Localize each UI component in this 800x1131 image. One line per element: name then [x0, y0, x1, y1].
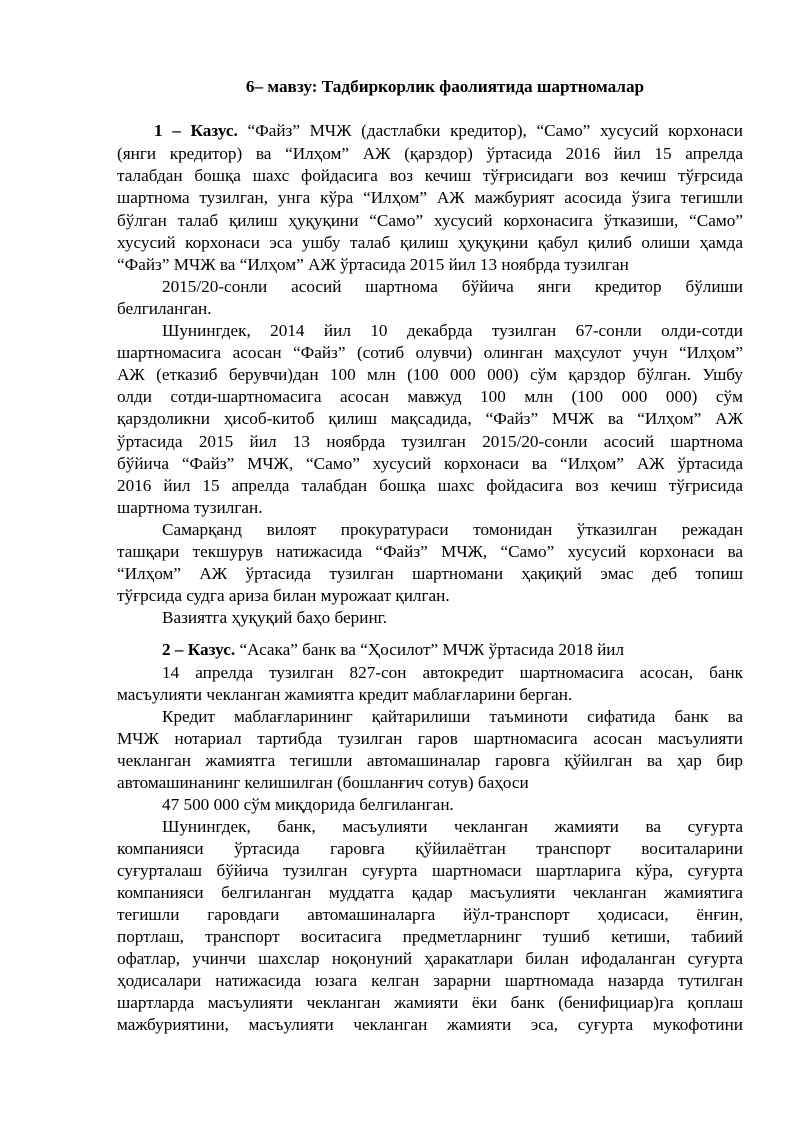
text-line: 2016 йил 15 апрелда талабдан бошқа шахс фойдасига воз кечиш тўғрисида: [117, 476, 743, 495]
text-line: ўртасида 2015 йил 13 ноябрда тузилган 2015/20-сонли асосий шартнома: [117, 432, 743, 451]
text-line: офатлар, учинчи шахслар ноқонуний ҳаракатлари билан ифодаланган суғурта: [117, 949, 743, 968]
text-line: 14 апрелда тузилган 827-сон автокредит шартномасига асосан, банк: [162, 663, 743, 682]
case2-first-line: [162, 639, 743, 661]
text-line: талабдан бошқа шахс фойдасига воз кечиш тўғрисидаги воз кечиш тўғрсида: [117, 166, 743, 185]
text-line: хусусий корхонаси эса ушбу талаб қилиш ҳуқуқини қабул қилиб олиши ҳамда: [117, 233, 743, 252]
text-line: мажбуриятини, масъулияти чекланган жамияти эса, суғурта мукофотини: [117, 1015, 743, 1034]
text-line: шартнома тузилган, унга кўра “Илҳом” АЖ мажбурият асосида ўзига тегишли: [117, 188, 743, 207]
text-line: суғурталаш бўйича тузилган суғурта шартномаси шартларига кўра, суғурта: [117, 861, 743, 880]
text-line: белгиланган.: [117, 299, 212, 318]
text-line: тегишли гаровдаги автомашиналарга йўл-транспорт ҳодисаси, ёнғин,: [117, 905, 743, 924]
text-line: МЧЖ нотариал тартибда тузилган гаров шартномасига асосан масъулияти: [117, 729, 743, 748]
text-line: олди сотди-шартномасига асосан мавжуд 100 млн (100 000 000) сўм: [117, 387, 743, 406]
text-line: шартларда масъулияти чекланган жамияти ёки банк (бенифициар)га қоплаш: [117, 993, 743, 1012]
text-line: масъулияти чекланган жамиятга кредит маблағларини берган.: [117, 685, 573, 704]
text-line: тўғрсида судга ариза билан мурожаат қилган.: [117, 586, 450, 605]
text-line: ташқари текшурув натижасида “Файз” МЧЖ, “Само” хусусий корхонаси ва: [117, 542, 743, 561]
text-line: “Асака” банк ва “Ҳосилот” МЧЖ ўртасида 2018 йил: [239, 640, 625, 659]
text-line: шартномасига асосан “Файз” (сотиб олувчи) олинган маҳсулот учун “Илҳом”: [117, 343, 743, 362]
text-line: шартнома тузилган.: [117, 498, 263, 517]
text-line: компанияси ўртасида гаровга қўйилаётган транспорт воситаларини: [117, 839, 743, 858]
case1-heading: 1 – Казус.: [154, 121, 238, 140]
text-line: портлаш, транспорт воситасига предметларнинг тушиб кетиши, табиий: [117, 927, 743, 946]
text-line: бўлган талаб қилиш ҳуқуқини “Само” хусусий корхонасига ўтказиши, “Само”: [117, 211, 743, 230]
text-line: компанияси белгиланган муддатга қадар масъулияти чекланган жамиятига: [117, 883, 743, 902]
text-line: АЖ (етказиб берувчи)дан 100 млн (100 000 000) сўм қарздор бўлган. Ушбу: [117, 365, 743, 384]
text-line: 47 500 000 сўм миқдорида белгиланган.: [162, 795, 454, 814]
text-line: бўйича “Файз” МЧЖ, “Само” хусусий корхонаси ва “Илҳом” АЖ ўртасида: [117, 454, 743, 473]
case2-heading: 2 – Казус.: [162, 640, 236, 659]
text-line: Шунингдек, 2014 йил 10 декабрда тузилган 67-сонли олди-сотди: [162, 321, 743, 340]
text-line: қарздоликни ҳисоб-китоб қилиш мақсадида, “Файз” МЧЖ ва “Илҳом” АЖ: [117, 409, 743, 428]
text-line: Самарқанд вилоят прокуратураси томонидан ўтказилган режадан: [162, 520, 743, 539]
text-line: ҳодисалари натижасида юзага келган зарарни шартномада назарда тутилган: [117, 971, 743, 990]
text-line: чекланган жамиятга тегишли автомашиналар гаровга қўйилган ва ҳар бир: [117, 751, 743, 770]
page-title: 6– мавзу: Тадбиркорлик фаолиятида шартномалар: [245, 77, 645, 96]
text-line: Вазиятга ҳуқуқий баҳо беринг.: [162, 608, 388, 627]
case1-first-line: [154, 120, 743, 142]
text-line: автомашинанинг келишилган (бошланғич сотув) баҳоси: [117, 773, 529, 792]
text-line: Шунингдек, банк, масъулияти чекланган жамияти ва суғурта: [162, 817, 743, 836]
text-line: (янги кредитор) ва “Илҳом” АЖ (қарздор) ўртасида 2016 йил 15 апрелда: [117, 144, 743, 163]
text-line: “Файз” МЧЖ (дастлабки кредитор), “Само” хусусий корхонаси: [247, 121, 744, 140]
text-line: “Илҳом” АЖ ўртасида тузилган шартномани ҳақиқий эмас деб топиш: [117, 564, 743, 583]
text-line: 2015/20-сонли асосий шартнома бўйича янги кредитор бўлиши: [162, 277, 743, 296]
text-line: Кредит маблағларининг қайтарилиши таъминоти сифатида банк ва: [162, 707, 743, 726]
text-line: “Файз” МЧЖ ва “Илҳом” АЖ ўртасида 2015 йил 13 ноябрда тузилган: [117, 255, 629, 274]
